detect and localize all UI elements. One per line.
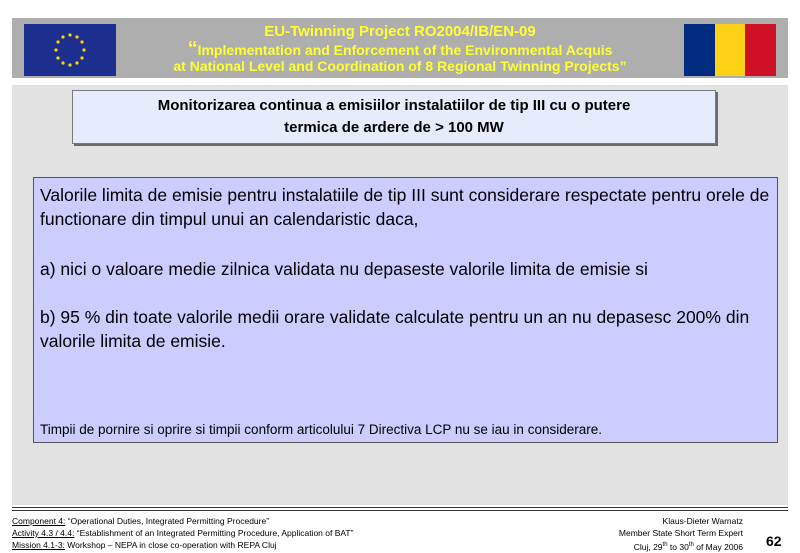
component-label: Component 4: [12, 516, 66, 526]
project-title: EU-Twinning Project RO2004/IB/EN-09 [264, 23, 536, 40]
footer-component [12, 515, 353, 527]
romania-flag-icon [684, 24, 776, 76]
date-prefix: Cluj, 29 [633, 541, 663, 552]
intro-paragraph: Valorile limita de emisie pentru instalatiile de tip III sunt considerare respectate pentru orele de functionare din timpul unui an calendaristic daca, [40, 185, 770, 229]
note-text: Timpii de pornire si oprire si timpii conform articolului 7 Directiva LCP nu se iau in considerare. [40, 422, 602, 437]
event-date [619, 539, 743, 553]
slide-title-line-1: Monitorizarea continua a emisiilor instalatiilor de tip III cu o putere [157, 97, 631, 114]
header-bar [12, 18, 788, 78]
mission-label: Mission 4.1-3: [12, 540, 65, 550]
project-subtitle-1-text: Implementation and Enforcement of the Environmental Acquis [197, 42, 613, 58]
footer-divider-bottom [12, 510, 788, 511]
date-sup-2: th [688, 542, 694, 548]
footer-mission [12, 539, 353, 551]
page-number: 62 [766, 533, 782, 549]
author-role: Member State Short Term Expert [618, 528, 743, 538]
author-name: Klaus-Dieter Warnatz [662, 516, 743, 526]
footer-left [12, 515, 353, 551]
open-quote: “ [187, 38, 198, 60]
footer-activity [12, 527, 353, 539]
activity-label: Activity 4.3 / 4.4: [12, 528, 75, 538]
item-a: a) nici o valoare medie zilnica validata nu depaseste valorile limita de emisie si [40, 259, 648, 279]
activity-text: “Establishment of an Integrated Permitting Procedure, Application of BAT” [74, 528, 354, 538]
content-box [33, 177, 778, 443]
date-mid: to 30 [667, 541, 689, 552]
date-sup-1: th [662, 542, 668, 548]
item-b: b) 95 % din toate valorile medii orare validate calculate pentru un an nu depasesc 200% din valorile limita de emisie. [40, 307, 750, 351]
slide-title-box [72, 90, 716, 144]
project-subtitle-1 [122, 38, 678, 60]
footer-right [619, 515, 743, 553]
mission-text: Workshop – NEPA in close co-operation with REPA Cluj [64, 540, 277, 550]
date-suffix: of May 2006 [693, 541, 743, 552]
component-text: “Operational Duties, Integrated Permitting Procedure” [65, 516, 270, 526]
footer-divider-top [12, 507, 788, 508]
eu-flag-icon [24, 24, 116, 76]
slide-title-line-2: termica de ardere de > 100 MW [284, 119, 504, 136]
project-subtitle-2: at National Level and Coordination of 8 Regional Twinning Projects” [173, 58, 627, 74]
